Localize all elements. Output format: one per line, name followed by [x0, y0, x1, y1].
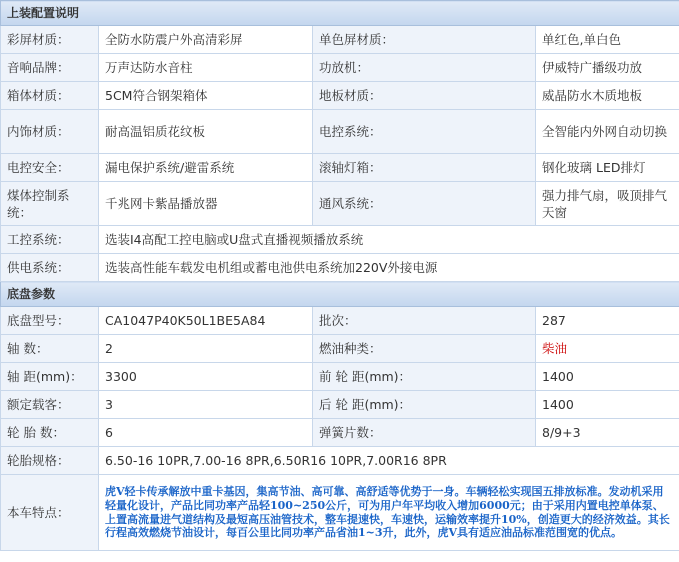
value-color-screen: 全防水防震户外高清彩屏	[99, 26, 313, 54]
value-amplifier: 伊威特广播级功放	[536, 54, 679, 82]
table-row	[1, 391, 679, 419]
label-scroll-lightbox: 滚轴灯箱：	[313, 154, 536, 182]
label-vehicle-features: 本车特点：	[1, 475, 99, 551]
value-tire-spec: 6.50-16 10PR,7.00-16 8PR,6.50R16 10PR,7.00R16 8PR	[99, 447, 679, 475]
table-row	[1, 363, 679, 391]
value-power-supply: 选装高性能车载发电机组或蓄电池供电系统加220V外接电源	[99, 254, 679, 282]
value-spring-count: 8/9+3	[536, 419, 679, 447]
label-chassis-model: 底盘型号：	[1, 307, 99, 335]
value-scroll-lightbox: 钢化玻璃 LED排灯	[536, 154, 679, 182]
table-row	[1, 475, 679, 551]
value-floor-material: 威晶防水木质地板	[536, 82, 679, 110]
label-spring-count: 弹簧片数：	[313, 419, 536, 447]
value-interior-material: 耐高温铝质花纹板	[99, 110, 313, 154]
label-industrial-control: 工控系统：	[1, 226, 99, 254]
label-mono-screen: 单色屏材质：	[313, 26, 536, 54]
label-front-track: 前 轮 距(mm)：	[313, 363, 536, 391]
label-floor-material: 地板材质：	[313, 82, 536, 110]
value-mono-screen: 单红色,单白色	[536, 26, 679, 54]
label-interior-material: 内饰材质：	[1, 110, 99, 154]
label-amplifier: 功放机：	[313, 54, 536, 82]
label-fuel-type: 燃油种类：	[313, 335, 536, 363]
value-vehicle-features: 虎V轻卡传承解放中重卡基因，集高节油、高可靠、高舒适等优势于一身。车辆轻松实现国五排放标准。发动机采用轻量化设计，产品比同功率产品轻100~250公斤，可为用户年平均收入增加6000元；由于采用内置电控单体泵、上置高流量进气道结构及最短高压油管技术，整车提速快，车速快，运输效率提升10%，创造更大的经济效益。其长行程高效燃烧节油设计，每百公里比同功率产品省油1~3升，此外，虎V具有适应油品标准范围宽的优点。	[99, 475, 679, 551]
table-row	[1, 419, 679, 447]
label-rated-passengers: 额定载客：	[1, 391, 99, 419]
value-box-material: 5CM符合钢架箱体	[99, 82, 313, 110]
label-electric-control: 电控系统：	[313, 110, 536, 154]
label-electric-safety: 电控安全：	[1, 154, 99, 182]
value-audio-brand: 万声达防水音柱	[99, 54, 313, 82]
table-row	[1, 335, 679, 363]
label-wheelbase: 轴 距(mm)：	[1, 363, 99, 391]
section-header-upper-config	[1, 1, 679, 26]
table-row	[1, 226, 679, 254]
table-row	[1, 182, 679, 226]
table-row	[1, 254, 679, 282]
section-title: 上装配置说明	[1, 1, 679, 26]
value-rated-passengers: 3	[99, 391, 313, 419]
section-title: 底盘参数	[1, 282, 679, 307]
value-ventilation: 强力排气扇，吸顶排气天窗	[536, 182, 679, 226]
table-row	[1, 154, 679, 182]
label-ventilation: 通风系统：	[313, 182, 536, 226]
value-industrial-control: 选装I4高配工控电脑或U盘式直播视频播放系统	[99, 226, 679, 254]
section-header-chassis	[1, 282, 679, 307]
table-row	[1, 307, 679, 335]
table-row	[1, 447, 679, 475]
label-batch: 批次：	[313, 307, 536, 335]
value-wheelbase: 3300	[99, 363, 313, 391]
table-row	[1, 110, 679, 154]
label-rear-track: 后 轮 距(mm)：	[313, 391, 536, 419]
label-box-material: 箱体材质：	[1, 82, 99, 110]
label-color-screen: 彩屏材质：	[1, 26, 99, 54]
value-fuel-type: 柴油	[536, 335, 679, 363]
label-axle-count: 轴 数：	[1, 335, 99, 363]
table-row	[1, 26, 679, 54]
label-tire-count: 轮 胎 数：	[1, 419, 99, 447]
value-chassis-model: CA1047P40K50L1BE5A84	[99, 307, 313, 335]
table-row	[1, 82, 679, 110]
value-electric-safety: 漏电保护系统/避雷系统	[99, 154, 313, 182]
label-power-supply: 供电系统：	[1, 254, 99, 282]
value-front-track: 1400	[536, 363, 679, 391]
value-axle-count: 2	[99, 335, 313, 363]
label-tire-spec: 轮胎规格：	[1, 447, 99, 475]
label-audio-brand: 音响品牌：	[1, 54, 99, 82]
value-rear-track: 1400	[536, 391, 679, 419]
table-row	[1, 54, 679, 82]
value-electric-control: 全智能内外网自动切换	[536, 110, 679, 154]
value-media-control: 千兆网卡紫晶播放器	[99, 182, 313, 226]
value-batch: 287	[536, 307, 679, 335]
label-media-control: 煤体控制系统：	[1, 182, 99, 226]
value-tire-count: 6	[99, 419, 313, 447]
